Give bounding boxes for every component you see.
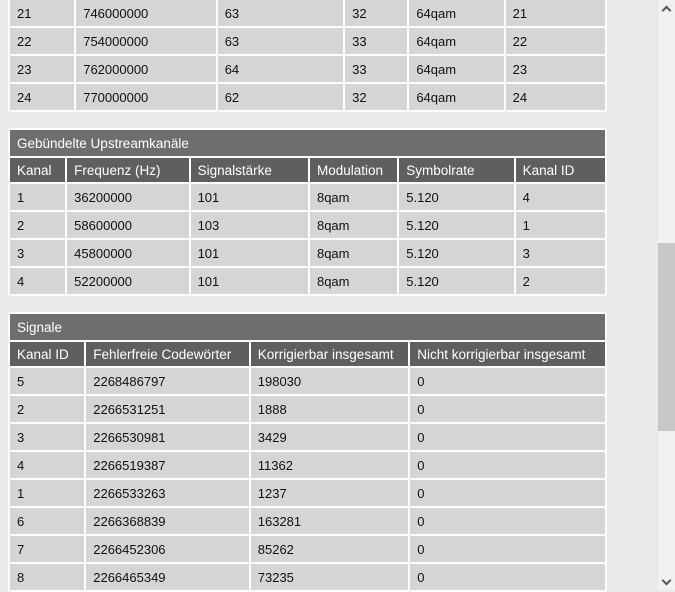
table-cell: 63 bbox=[218, 28, 343, 54]
table-cell: 4 bbox=[10, 268, 65, 294]
table-cell: 23 bbox=[506, 56, 605, 82]
table-cell: 8qam bbox=[310, 212, 397, 238]
column-header: Kanal ID bbox=[10, 342, 84, 366]
table-cell: 21 bbox=[10, 0, 74, 26]
table-cell: 21 bbox=[506, 0, 605, 26]
table-cell: 85262 bbox=[251, 536, 409, 562]
table-cell: 0 bbox=[410, 452, 605, 478]
table-cell: 2 bbox=[10, 396, 84, 422]
table-cell: 64qam bbox=[409, 28, 503, 54]
table-cell: 0 bbox=[410, 480, 605, 506]
table-cell: 101 bbox=[191, 268, 308, 294]
table-cell: 4 bbox=[10, 452, 84, 478]
table-row bbox=[10, 508, 605, 534]
table-cell: 24 bbox=[506, 84, 605, 110]
table-cell: 52200000 bbox=[67, 268, 188, 294]
table-cell: 2 bbox=[516, 268, 605, 294]
table-row bbox=[10, 84, 605, 110]
table-cell: 63 bbox=[218, 0, 343, 26]
table-cell: 0 bbox=[410, 424, 605, 450]
table-cell: 5.120 bbox=[399, 184, 513, 210]
table-row bbox=[10, 28, 605, 54]
table-cell: 73235 bbox=[251, 564, 409, 590]
table-cell: 0 bbox=[410, 368, 605, 394]
table-row bbox=[10, 184, 605, 210]
table-cell: 1237 bbox=[251, 480, 409, 506]
vertical-scrollbar[interactable] bbox=[658, 0, 675, 590]
scroll-up-button[interactable] bbox=[658, 0, 675, 17]
chevron-up-icon bbox=[662, 5, 672, 15]
table-cell: 32 bbox=[345, 0, 407, 26]
table-cell: 64 bbox=[218, 56, 343, 82]
table-row bbox=[10, 424, 605, 450]
column-header: Kanal bbox=[10, 158, 65, 182]
column-header: Symbolrate bbox=[399, 158, 513, 182]
table-cell: 22 bbox=[10, 28, 74, 54]
table-cell: 0 bbox=[410, 536, 605, 562]
table-cell: 33 bbox=[345, 28, 407, 54]
table-cell: 4 bbox=[516, 184, 605, 210]
table-cell: 1 bbox=[10, 480, 84, 506]
table-title-row bbox=[10, 130, 605, 156]
column-header: Nicht korrigierbar insgesamt bbox=[410, 342, 605, 366]
table-cell: 32 bbox=[345, 84, 407, 110]
table-cell: 0 bbox=[410, 396, 605, 422]
table-cell: 64qam bbox=[409, 56, 503, 82]
table-cell: 8qam bbox=[310, 240, 397, 266]
column-header: Kanal ID bbox=[516, 158, 605, 182]
page-content bbox=[8, 0, 608, 592]
table-cell: 2268486797 bbox=[86, 368, 249, 394]
table-title-row bbox=[10, 314, 605, 340]
table-cell: 5.120 bbox=[399, 212, 513, 238]
table-cell: 2266519387 bbox=[86, 452, 249, 478]
upstream-channels-table bbox=[8, 128, 607, 296]
table-cell: 2266533263 bbox=[86, 480, 249, 506]
column-header: Fehlerfreie Codewörter bbox=[86, 342, 249, 366]
table-cell: 3 bbox=[10, 240, 65, 266]
table-cell: 2266531251 bbox=[86, 396, 249, 422]
table-cell: 36200000 bbox=[67, 184, 188, 210]
table-cell: 45800000 bbox=[67, 240, 188, 266]
table-cell: 101 bbox=[191, 240, 308, 266]
table-row bbox=[10, 452, 605, 478]
table-cell: 1888 bbox=[251, 396, 409, 422]
chevron-down-icon bbox=[662, 575, 672, 585]
table-cell: 58600000 bbox=[67, 212, 188, 238]
table-cell: 33 bbox=[345, 56, 407, 82]
table-row bbox=[10, 396, 605, 422]
table-cell: 7 bbox=[10, 536, 84, 562]
table-cell: 8qam bbox=[310, 268, 397, 294]
table-cell: 22 bbox=[506, 28, 605, 54]
table-row bbox=[10, 564, 605, 590]
table-cell: 24 bbox=[10, 84, 74, 110]
table-cell: 3 bbox=[516, 240, 605, 266]
column-header: Korrigierbar insgesamt bbox=[251, 342, 409, 366]
table-cell: 11362 bbox=[251, 452, 409, 478]
table-row bbox=[10, 240, 605, 266]
table-row bbox=[10, 212, 605, 238]
scrollbar-thumb[interactable] bbox=[658, 243, 675, 431]
table-cell: 2266530981 bbox=[86, 424, 249, 450]
signals-table-title: Signale bbox=[10, 314, 605, 340]
table-cell: 770000000 bbox=[76, 84, 215, 110]
table-cell: 101 bbox=[191, 184, 308, 210]
table-cell: 64qam bbox=[409, 84, 503, 110]
table-cell: 5 bbox=[10, 368, 84, 394]
table-cell: 103 bbox=[191, 212, 308, 238]
table-cell: 5.120 bbox=[399, 240, 513, 266]
table-row bbox=[10, 480, 605, 506]
column-header: Signalstärke bbox=[191, 158, 308, 182]
table-cell: 62 bbox=[218, 84, 343, 110]
table-cell: 23 bbox=[10, 56, 74, 82]
table-cell: 754000000 bbox=[76, 28, 215, 54]
table-cell: 0 bbox=[410, 508, 605, 534]
table-row bbox=[10, 536, 605, 562]
table-cell: 64qam bbox=[409, 0, 503, 26]
table-cell: 2266465349 bbox=[86, 564, 249, 590]
table-cell: 3429 bbox=[251, 424, 409, 450]
table-row bbox=[10, 268, 605, 294]
column-header: Modulation bbox=[310, 158, 397, 182]
signals-table bbox=[8, 312, 607, 592]
table-cell: 8qam bbox=[310, 184, 397, 210]
table-cell: 2266452306 bbox=[86, 536, 249, 562]
table-cell: 0 bbox=[410, 564, 605, 590]
table-cell: 3 bbox=[10, 424, 84, 450]
table-cell: 8 bbox=[10, 564, 84, 590]
table-row bbox=[10, 56, 605, 82]
table-row bbox=[10, 0, 605, 26]
table-cell: 2 bbox=[10, 212, 65, 238]
table-cell: 2266368839 bbox=[86, 508, 249, 534]
table-cell: 163281 bbox=[251, 508, 409, 534]
table-cell: 6 bbox=[10, 508, 84, 534]
table-cell: 746000000 bbox=[76, 0, 215, 26]
table-cell: 1 bbox=[516, 212, 605, 238]
downstream-channels-table bbox=[8, 0, 607, 112]
column-header: Frequenz (Hz) bbox=[67, 158, 188, 182]
table-header-row bbox=[10, 158, 605, 182]
table-cell: 1 bbox=[10, 184, 65, 210]
table-header-row bbox=[10, 342, 605, 366]
table-cell: 5.120 bbox=[399, 268, 513, 294]
scroll-down-button[interactable] bbox=[658, 573, 675, 590]
table-cell: 198030 bbox=[251, 368, 409, 394]
table-cell: 762000000 bbox=[76, 56, 215, 82]
table-row bbox=[10, 368, 605, 394]
upstream-table-title: Gebündelte Upstreamkanäle bbox=[10, 130, 605, 156]
